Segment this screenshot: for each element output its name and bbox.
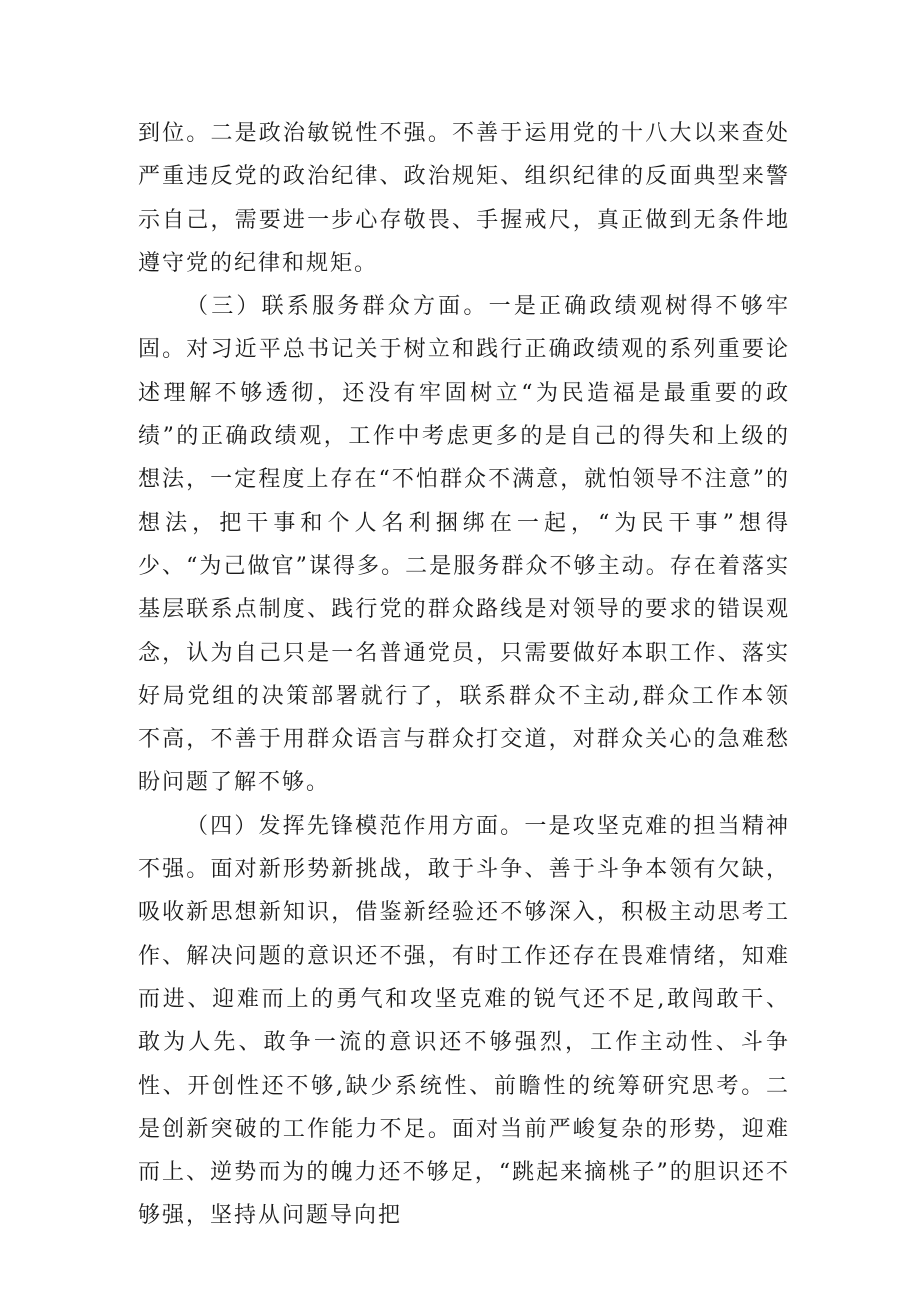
- paragraph-political-sensitivity: 到位。二是政治敏锐性不强。不善于运用党的十八大以来查处严重违反党的政治纪律、政治规矩、组织纪律的反面典型来警示自己，需要进一步心存敬畏、手握戒尺，真正做到无条件地遵守党的纪律和规矩。: [138, 121, 790, 276]
- document-body: [138, 112, 790, 1238]
- paragraph-serving-masses: （三）联系服务群众方面。一是正确政绩观树得不够牢固。对习近平总书记关于树立和践行正确政绩观的系列重要论述理解不够透彻，还没有牢固树立“为民造福是最重要的政绩”的正确政绩观，工作中考虑更多的是自己的得失和上级的想法，一定程度上存在“不怕群众不满意，就怕领导不注意”的想法，把干事和个人名利捆绑在一起，“为民干事”想得少、“为己做官”谋得多。二是服务群众不够主动。存在着落实基层联系点制度、践行党的群众路线是对领导的要求的错误观念，认为自己只是一名普通党员，只需要做好本职工作、落实好局党组的决策部署就行了，联系群众不主动,群众工作本领不高，不善于用群众语言与群众打交道，对群众关心的急难愁盼问题了解不够。: [138, 294, 790, 796]
- paragraph-vanguard-role: （四）发挥先锋模范作用方面。一是攻坚克难的担当精神不强。面对新形势新挑战，敢于斗争、善于斗争本领有欠缺，吸收新思想新知识，借鉴新经验还不够深入，积极主动思考工作、解决问题的意识还不强，有时工作还存在畏难情绪，知难而进、迎难而上的勇气和攻坚克难的锐气还不足,敢闯敢干、敢为人先、敢争一流的意识还不够强烈，工作主动性、斗争性、开创性还不够,缺少系统性、前瞻性的统筹研究思考。二是创新突破的工作能力不足。面对当前严峻复杂的形势，迎难而上、逆势而为的魄力还不够足，“跳起来摘桃子”的胆识还不够强，坚持从问题导向把: [138, 813, 790, 1229]
